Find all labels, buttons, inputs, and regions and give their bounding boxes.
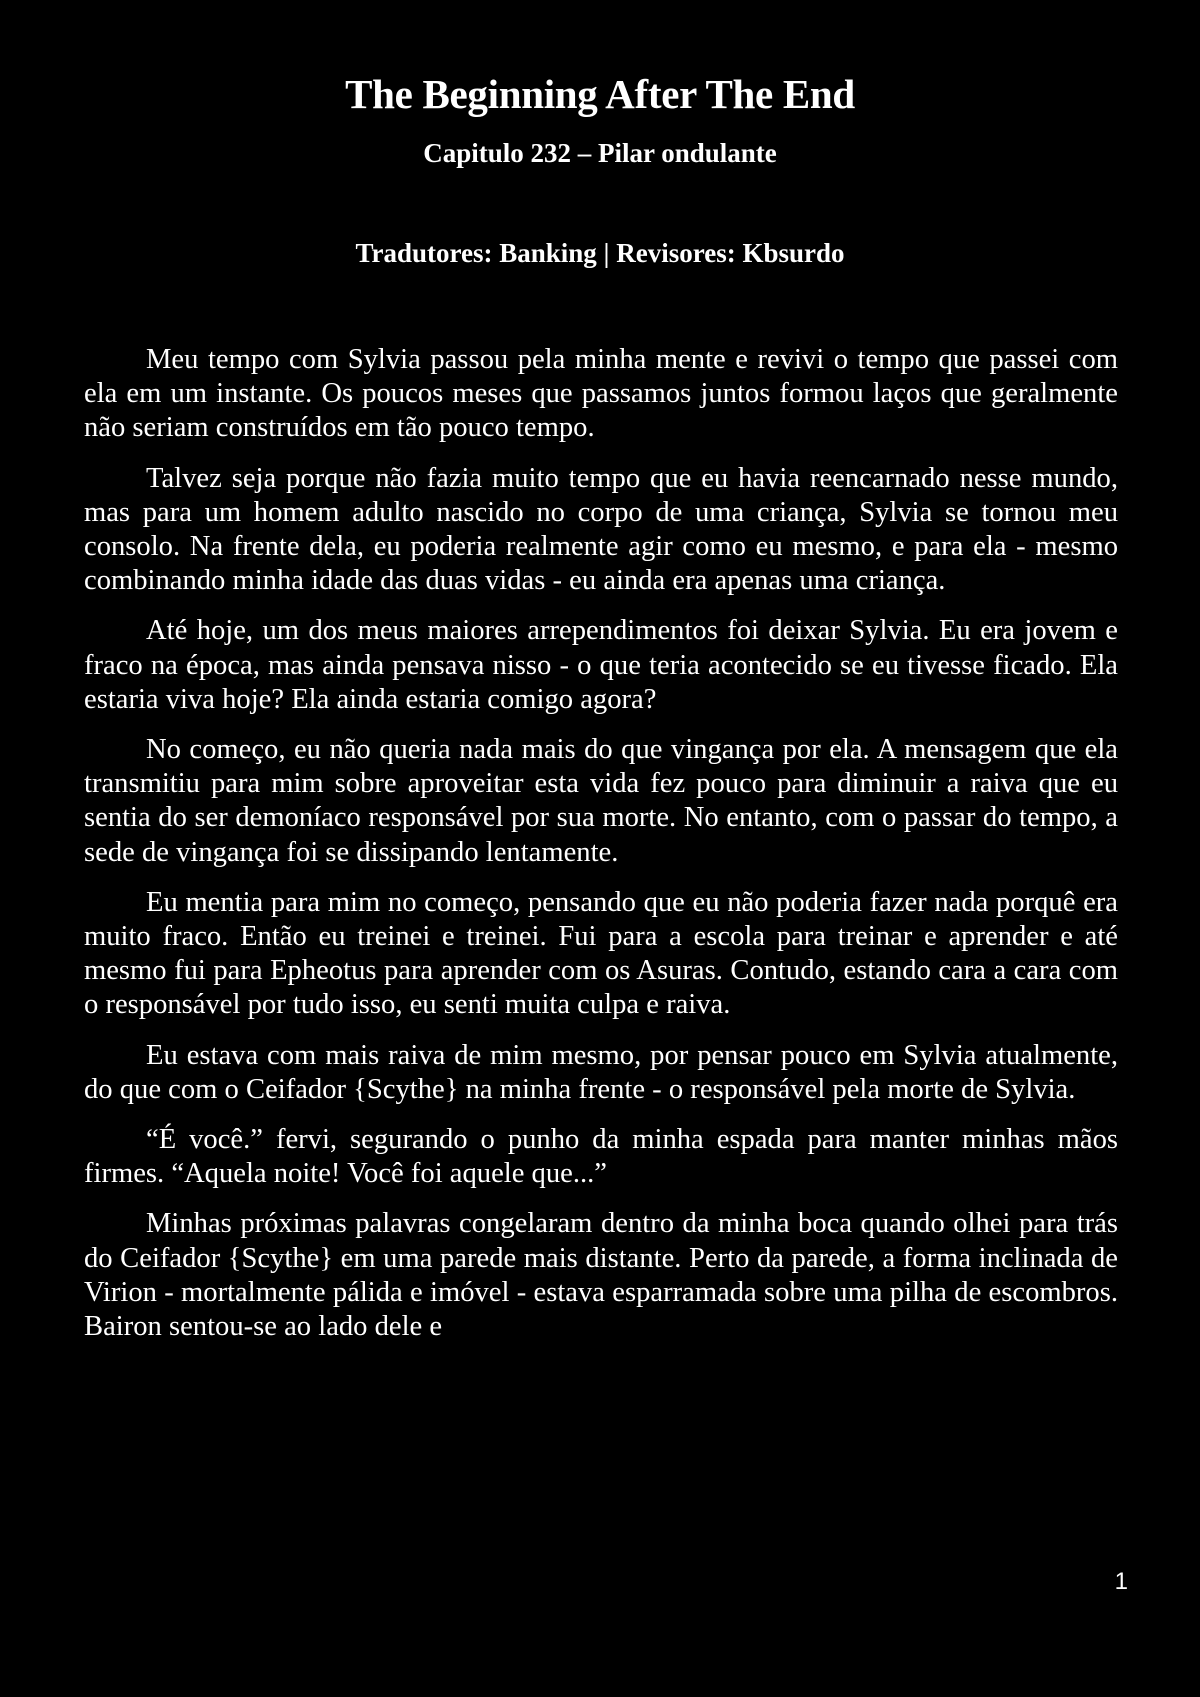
paragraph: Eu mentia para mim no começo, pensando que eu não poderia fazer nada porquê era muito fraco. Então eu treinei e treinei. Fui para a escola para treinar e aprender e até mesmo fui para Epheotus para aprender com os Asuras. Contudo, estando cara a cara com o responsável por tudo isso, eu senti muita culpa e raiva.: [84, 886, 1118, 1021]
paragraph: Talvez seja porque não fazia muito tempo que eu havia reencarnado nesse mundo, mas para um homem adulto nascido no corpo de uma criança, Sylvia se tornou meu consolo. Na frente dela, eu poderia realmente agir como eu mesmo, e para ela - mesmo combinando minha idade das duas vidas - eu ainda era apenas uma criança.: [84, 462, 1118, 597]
paragraph: No começo, eu não queria nada mais do que vingança por ela. A mensagem que ela transmitiu para mim sobre aproveitar esta vida fez pouco para diminuir a raiva que eu sentia do ser demoníaco responsável por sua morte. No entanto, com o passar do tempo, a sede de vingança foi se dissipando lentamente.: [84, 734, 1118, 868]
page-number: 1: [1114, 1568, 1128, 1595]
paragraph: Até hoje, um dos meus maiores arrependimentos foi deixar Sylvia. Eu era jovem e fraco na época, mas ainda pensava nisso - o que teria acontecido se eu tivesse ficado. Ela estaria viva hoje? Ela ainda estaria comigo agora?: [84, 615, 1118, 715]
paragraph: Minhas próximas palavras congelaram dentro da minha boca quando olhei para trás do Ceifador {Scythe} em uma parede mais distante. Perto da parede, a forma inclinada de Virion - mortalmente pálida e imóvel - estava esparramada sobre uma pilha de escombros. Bairon sentou-se ao lado dele e: [84, 1208, 1118, 1343]
document-title: The Beginning After The End: [345, 71, 855, 117]
paragraph: “É você.” fervi, segurando o punho da minha espada para manter minhas mãos firmes. “Aquela noite! Você foi aquele que...”: [84, 1124, 1118, 1190]
chapter-body: [84, 343, 1118, 1360]
paragraph: Eu estava com mais raiva de mim mesmo, por pensar pouco em Sylvia atualmente, do que com o Ceifador {Scythe} na minha frente - o responsável pela morte de Sylvia.: [84, 1039, 1118, 1105]
chapter-heading: Capitulo 232 – Pilar ondulante: [423, 138, 777, 168]
paragraph: Meu tempo com Sylvia passou pela minha mente e revivi o tempo que passei com ela em um instante. Os poucos meses que passamos juntos formou laços que geralmente não seriam construídos em tão pouco tempo.: [84, 344, 1118, 444]
translator-credits: Tradutores: Banking | Revisores: Kbsurdo: [355, 238, 845, 268]
